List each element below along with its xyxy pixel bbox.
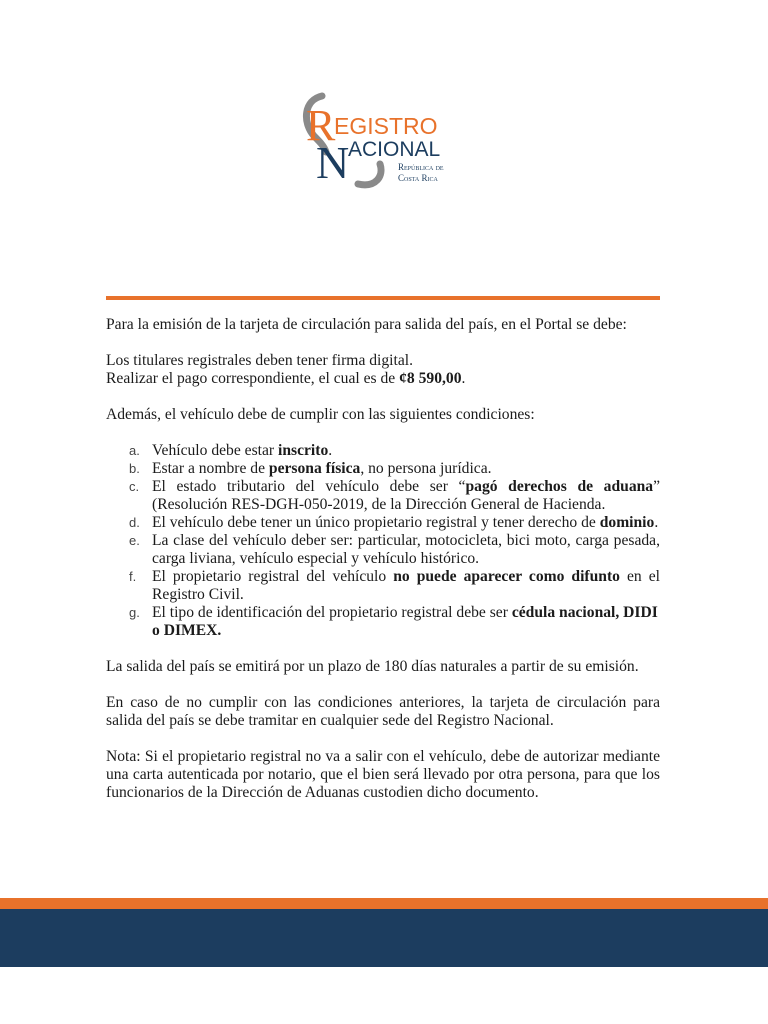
requirement-digital-signature: Los titulares registrales deben tener firma digital. [106,352,414,369]
conditions-list [106,442,660,640]
fallback-paragraph: En caso de no cumplir con las condiciones anteriores, la tarjeta de circulación para salida del país se debe tramitar en cualquier sede del Registro Nacional. [106,694,660,729]
footer-navy-band [0,909,768,967]
svg-text:ACIONAL: ACIONAL [348,138,441,161]
condition-item: e. La clase del vehículo deber ser: particular, motocicleta, bici moto, carga pesada, carga liviana, vehículo especial y vehículo histórico. [129,532,660,567]
registro-nacional-logo [300,88,470,193]
intro-paragraph: Para la emisión de la tarjeta de circulación para salida del país, en el Portal se debe: [106,316,627,333]
requirement-payment: Realizar el pago correspondiente, el cual es de ¢8 590,00. [106,370,466,387]
svg-text:R: R [306,101,336,150]
svg-text:EGISTRO: EGISTRO [334,113,438,139]
orange-divider [106,296,660,300]
svg-text:Costa Rica: Costa Rica [398,173,438,183]
condition-item: f. El propietario registral del vehículo no puede aparecer como difunto en el Registro Civil. [129,568,660,603]
svg-text:República de: República de [398,162,444,172]
condition-item: a. Vehículo debe estar inscrito. [129,442,333,459]
footer-orange-band [0,898,768,909]
conditions-intro: Además, el vehículo debe de cumplir con las siguientes condiciones: [106,406,535,423]
condition-item: b. Estar a nombre de persona física, no persona jurídica. [129,460,492,477]
payment-amount: ¢8 590,00 [399,370,462,387]
document-body [106,316,660,802]
note-paragraph: Nota: Si el propietario registral no va a salir con el vehículo, debe de autorizar mediante una carta autenticada por notario, que el bien será llevado por otra persona, para que los funcionarios de la Dirección de Aduanas custodien dicho documento. [106,748,660,801]
condition-item: g. El tipo de identificación del propietario registral debe ser cédula nacional, DIDI o DIMEX. [129,604,658,639]
condition-item: d. El vehículo debe tener un único propietario registral y tener derecho de dominio. [129,514,659,531]
validity-paragraph: La salida del país se emitirá por un plazo de 180 días naturales a partir de su emisión. [106,658,639,675]
svg-text:N: N [316,137,350,188]
condition-item: c. El estado tributario del vehículo debe ser “pagó derechos de aduana” (Resolución RES-DGH-050-2019, de la Dirección General de Hacienda. [129,478,661,513]
